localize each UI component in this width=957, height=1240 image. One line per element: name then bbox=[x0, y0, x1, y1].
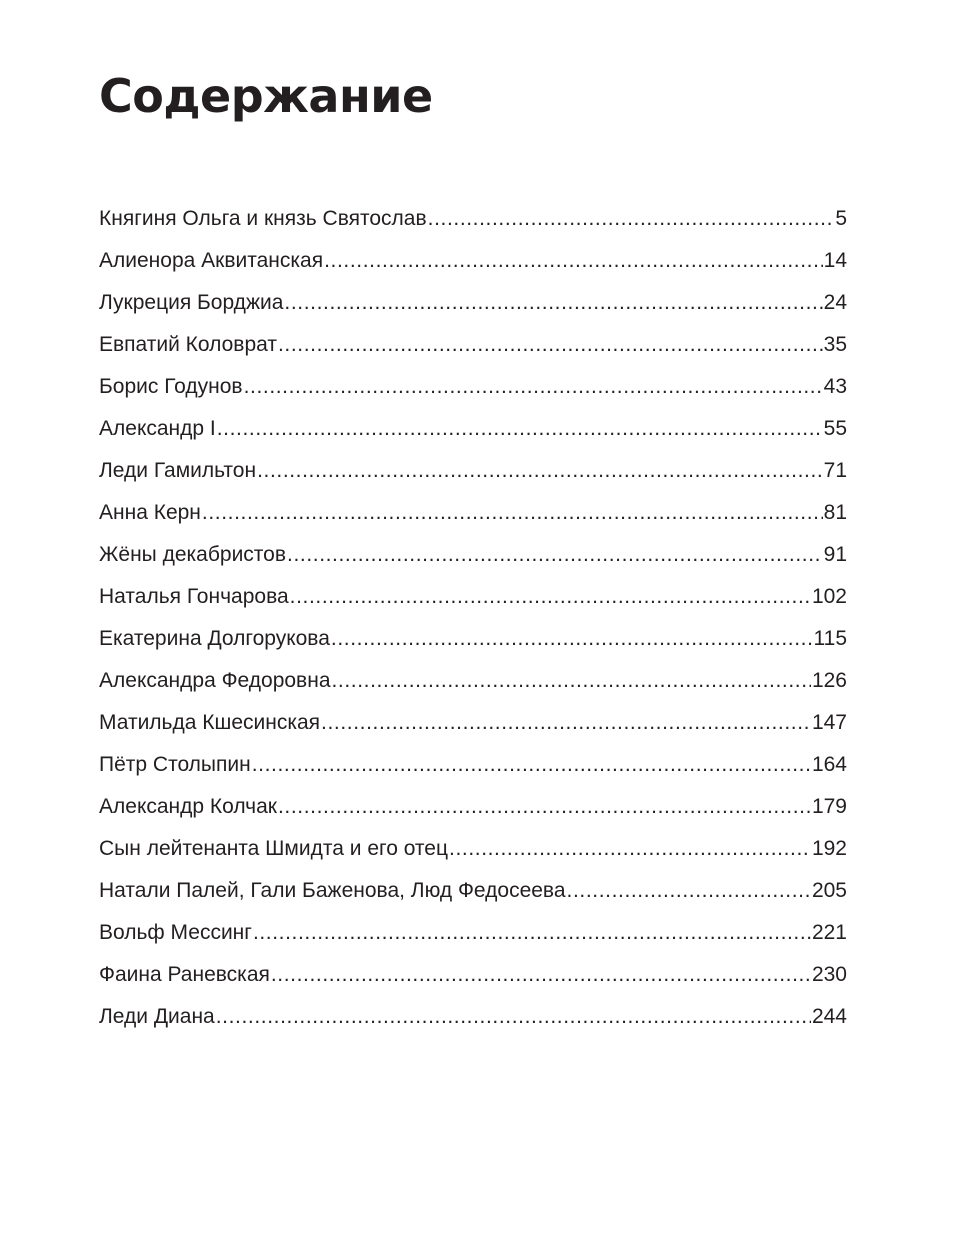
entry-title: Екатерина Долгорукова bbox=[99, 627, 330, 650]
toc-entry bbox=[99, 534, 847, 576]
dot-leader bbox=[244, 366, 823, 408]
toc-entry bbox=[99, 786, 847, 828]
page-number: 24 bbox=[823, 291, 847, 314]
entry-title: Леди Гамильтон bbox=[99, 459, 257, 482]
toc-entry bbox=[99, 954, 847, 996]
toc-entry bbox=[99, 198, 847, 240]
entry-title: Пётр Столыпин bbox=[99, 753, 251, 776]
page-number: 192 bbox=[811, 837, 847, 860]
dot-leader bbox=[567, 870, 811, 912]
entry-title: Борис Годунов bbox=[99, 375, 243, 398]
toc-entry bbox=[99, 996, 847, 1038]
page-number: 91 bbox=[823, 543, 847, 566]
dot-leader bbox=[253, 912, 811, 954]
page-number: 244 bbox=[811, 1005, 847, 1028]
toc-entry bbox=[99, 576, 847, 618]
entry-title: Наталья Гончарова bbox=[99, 585, 289, 608]
toc-entry bbox=[99, 240, 847, 282]
entry-title: Вольф Мессинг bbox=[99, 921, 252, 944]
entry-title: Александр I bbox=[99, 417, 216, 440]
page-number: 205 bbox=[811, 879, 847, 902]
page-number: 164 bbox=[811, 753, 847, 776]
dot-leader bbox=[216, 996, 811, 1038]
dot-leader bbox=[278, 786, 811, 828]
toc-entry bbox=[99, 702, 847, 744]
entry-title: Лукреция Борджиа bbox=[99, 291, 284, 314]
page-number: 221 bbox=[811, 921, 847, 944]
page-number: 115 bbox=[813, 627, 847, 650]
toc-entry bbox=[99, 450, 847, 492]
toc-entry bbox=[99, 366, 847, 408]
entry-title: Александра Федоровна bbox=[99, 669, 331, 692]
dot-leader bbox=[290, 576, 811, 618]
toc-entry bbox=[99, 660, 847, 702]
dot-leader bbox=[284, 282, 822, 324]
dot-leader bbox=[252, 744, 811, 786]
page-number: 81 bbox=[823, 501, 847, 524]
page-number: 126 bbox=[811, 669, 847, 692]
page-number: 71 bbox=[823, 459, 847, 482]
toc-entry bbox=[99, 912, 847, 954]
entry-title: Княгиня Ольга и князь Святослав bbox=[99, 207, 427, 230]
dot-leader bbox=[321, 702, 811, 744]
toc-entry bbox=[99, 408, 847, 450]
toc-entry bbox=[99, 492, 847, 534]
entry-title: Алиенора Аквитанская bbox=[99, 249, 324, 272]
dot-leader bbox=[287, 534, 823, 576]
page-title: Содержание bbox=[99, 69, 433, 123]
entry-title: Фаина Раневская bbox=[99, 963, 270, 986]
dot-leader bbox=[271, 954, 811, 996]
dot-leader bbox=[324, 240, 823, 282]
page-number: 43 bbox=[823, 375, 847, 398]
page-number: 55 bbox=[823, 417, 847, 440]
entry-title: Сын лейтенанта Шмидта и его отец bbox=[99, 837, 449, 860]
entry-title: Евпатий Коловрат bbox=[99, 333, 277, 356]
entry-title: Анна Керн bbox=[99, 501, 201, 524]
dot-leader bbox=[449, 828, 811, 870]
page-number: 230 bbox=[811, 963, 847, 986]
dot-leader bbox=[428, 198, 835, 240]
dot-leader bbox=[217, 408, 823, 450]
dot-leader bbox=[332, 660, 811, 702]
dot-leader bbox=[331, 618, 813, 660]
entry-title: Александр Колчак bbox=[99, 795, 277, 818]
table-of-contents bbox=[99, 198, 847, 1038]
page-number: 102 bbox=[811, 585, 847, 608]
toc-entry bbox=[99, 618, 847, 660]
dot-leader bbox=[202, 492, 823, 534]
dot-leader bbox=[278, 324, 823, 366]
entry-title: Леди Диана bbox=[99, 1005, 215, 1028]
toc-entry bbox=[99, 828, 847, 870]
entry-title: Матильда Кшесинская bbox=[99, 711, 321, 734]
page-number: 14 bbox=[823, 249, 847, 272]
page-number: 179 bbox=[811, 795, 847, 818]
entry-title: Натали Палей, Гали Баженова, Люд Федосеева bbox=[99, 879, 566, 902]
entry-title: Жёны декабристов bbox=[99, 543, 287, 566]
toc-entry bbox=[99, 282, 847, 324]
page-number: 5 bbox=[835, 207, 847, 230]
page-number: 35 bbox=[823, 333, 847, 356]
toc-entry bbox=[99, 324, 847, 366]
dot-leader bbox=[257, 450, 823, 492]
toc-entry bbox=[99, 744, 847, 786]
page-number: 147 bbox=[811, 711, 847, 734]
toc-entry bbox=[99, 870, 847, 912]
